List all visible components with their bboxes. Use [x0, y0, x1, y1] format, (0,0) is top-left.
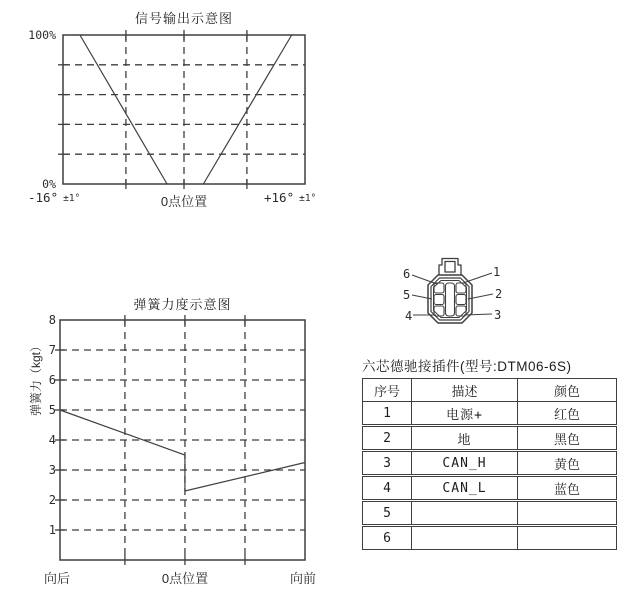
column-header: 序号: [363, 379, 412, 402]
connector-pinout: [360, 355, 622, 555]
table-row: [363, 501, 617, 526]
description-cell: 地: [412, 426, 518, 451]
signal-x-left-main: -16°: [28, 190, 59, 205]
connector-diagram: [395, 252, 545, 352]
signal-output-chart: [0, 0, 350, 220]
connector-latch: [439, 259, 461, 276]
signal-x-center-label: 0点位置: [160, 194, 208, 209]
description-cell: CAN_H: [412, 451, 518, 476]
spring-y-tick-5: 5: [48, 403, 56, 417]
center-keyway: [446, 283, 455, 316]
spring-y-tick-2: 2: [48, 493, 56, 507]
spring-x-forward-label: 向前: [290, 571, 317, 586]
pin-label-4: 4: [405, 309, 413, 323]
pin-label-3: 3: [494, 308, 502, 322]
color-cell: [518, 526, 617, 550]
spring-force-chart: [0, 285, 350, 613]
pin-cavities: [434, 283, 466, 316]
table-row: [363, 426, 617, 451]
pin-number-cell: 2: [363, 426, 412, 451]
signal-x-right-tolerance: ±1°: [299, 193, 317, 204]
spring-y-axis-label: 弹簧力（kgt）: [29, 340, 43, 417]
spring-y-tick-6: 6: [48, 373, 56, 387]
description-cell: 电源+: [412, 402, 518, 426]
color-cell: 黄色: [518, 451, 617, 476]
pin-label-1: 1: [493, 265, 501, 279]
pin-number-cell: 3: [363, 451, 412, 476]
pinout-table-title: 六芯德驰接插件(型号:DTM06-6S): [362, 359, 572, 374]
column-header: 描述: [412, 379, 518, 402]
spring-x-back-label: 向后: [44, 571, 71, 586]
signal-y-min-label: 0%: [42, 177, 56, 191]
pin-number-cell: 5: [363, 501, 412, 526]
table-row: [363, 476, 617, 501]
signal-x-right-label: [264, 190, 316, 205]
series-spring-force: [60, 410, 305, 491]
spring-y-tick-8: 8: [48, 313, 56, 327]
pin-number-cell: 6: [363, 526, 412, 550]
pin-number-cell: 1: [363, 402, 412, 426]
signal-x-left-label: [28, 190, 80, 205]
table-row: [363, 451, 617, 476]
pin-label-5: 5: [403, 288, 411, 302]
spring-y-tick-1: 1: [48, 523, 56, 537]
spring-y-tick-4: 4: [48, 433, 56, 447]
series-falling-edge: [80, 35, 167, 184]
description-cell: CAN_L: [412, 476, 518, 501]
connector-drawing: [395, 252, 545, 352]
signal-y-max-label: 100%: [28, 28, 56, 42]
spring-plot-area: [52, 312, 313, 568]
table-row: [363, 402, 617, 426]
signal-x-left-tolerance: ±1°: [63, 193, 81, 204]
table-row: [363, 526, 617, 550]
signal-plot-area: [55, 27, 313, 192]
pin-label-2: 2: [495, 287, 503, 301]
spring-chart-title: 弹簧力度示意图: [133, 297, 232, 312]
spring-y-tick-3: 3: [48, 463, 56, 477]
pinout-header-row: [363, 379, 617, 402]
color-cell: 黑色: [518, 426, 617, 451]
description-cell: [412, 526, 518, 550]
color-cell: 红色: [518, 402, 617, 426]
spring-x-center-label: 0点位置: [161, 571, 209, 586]
description-cell: [412, 501, 518, 526]
pinout-table: [362, 378, 617, 550]
pin-label-6: 6: [403, 267, 411, 281]
pin-leader-lines: [412, 273, 493, 315]
signal-chart-title: 信号输出示意图: [134, 11, 233, 26]
pin-number-cell: 4: [363, 476, 412, 501]
signal-x-right-main: +16°: [264, 190, 295, 205]
color-cell: [518, 501, 617, 526]
column-header: 颜色: [518, 379, 617, 402]
color-cell: 蓝色: [518, 476, 617, 501]
spring-y-tick-7: 7: [48, 343, 56, 357]
